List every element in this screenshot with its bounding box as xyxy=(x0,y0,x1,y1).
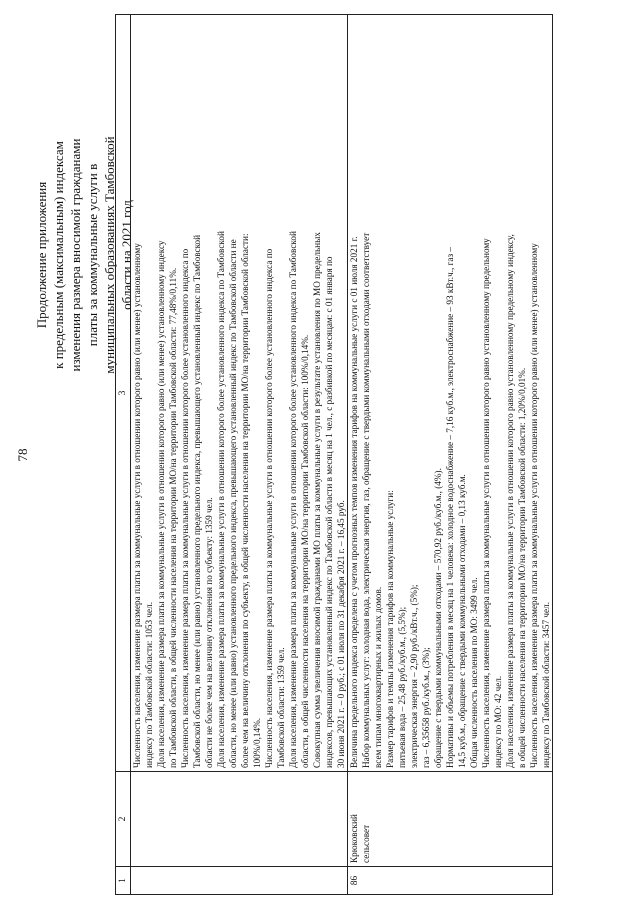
description-line: всем типам многоквартирных и жилых домов. xyxy=(373,586,383,768)
description-line: Общая численность населения по МО: 3499 чел. xyxy=(469,577,479,768)
municipality-name xyxy=(131,772,348,867)
description-line: обращение с твердыми коммунальными отходами – 570,92 руб./куб.м., (4%). xyxy=(433,468,443,768)
heading-line: изменения размера вносимой гражданами xyxy=(68,138,83,372)
description-line: 30 июня 2021 г. – 0 руб.; с 01 июля по 31 декабря 2021 г. – 16,45 руб. xyxy=(336,500,346,768)
description-line: индексов, превышающих установленный индекс по Тамбовской области в месяц на 1 чел., с разбивкой по месяцам: с 01 января по xyxy=(324,256,334,768)
header-col-2: 2 xyxy=(116,772,131,867)
description-line: Численность населения, изменение размера платы за коммунальные услуги в отношении которого более установленного индекса по xyxy=(264,248,274,768)
description-line: Численность населения, изменение размера платы за коммунальные услуги в отношении которого более установленного индекса по xyxy=(180,248,190,768)
description-line: Набор коммунальных услуг: холодная вода, электрическая энергия, газ, обращение с твердыми коммунальными отходами соответствует xyxy=(361,232,371,768)
heading-line: муниципальных образованиях Тамбовской xyxy=(102,136,117,374)
header-col-3: 3 xyxy=(116,15,131,772)
table-header-row xyxy=(116,15,131,895)
description-line: Тамбовской области: 1359 чел. xyxy=(276,647,286,768)
row-number xyxy=(131,867,348,895)
description-line: индексу по Тамбовской области: 3457 чел. xyxy=(541,602,551,768)
document-page xyxy=(15,15,625,895)
heading-line: Продолжение приложения xyxy=(34,181,49,329)
description-line: Совокупная сумма увеличения вносимой гражданами МО платы за коммунальные услуги в результате установления по МО предельных xyxy=(312,232,322,768)
description-line: в общей численности населения на территории МО/на территории Тамбовской области: 1,20%/0,01%. xyxy=(517,367,527,768)
description-line: 100%/0,14%. xyxy=(252,717,262,768)
header-col-1: 1 xyxy=(116,867,131,895)
description-line: Доля населения, изменение размера платы за коммунальные услуги в отношении которого более установленного индекса по Тамбовской xyxy=(216,231,226,768)
table-row xyxy=(348,15,553,895)
description-line: области, в общей численности населения на территории МО/на территории Тамбовской области: 100%/0,14%. xyxy=(300,334,310,768)
description-line: области, но менее (или равно) установленного предельного индекса, превышающего установленный индекс по Тамбовской области не xyxy=(228,239,238,768)
description-line: питьевая вода – 25,48 руб./куб.м., (5,5%); xyxy=(397,606,407,768)
description-line: Численность населения, изменение размера платы за коммунальные услуги в отношении которого равно (или менее) установленному xyxy=(529,243,539,768)
description-line: индексу по МО: 42 чел. xyxy=(493,675,503,768)
description-line: 14,5 куб.м., обращение с твердыми коммунальными отходами – 0,13 куб.м. xyxy=(457,474,467,768)
description-line: газ – 6,35658 руб./куб.м., (3%); xyxy=(421,647,431,768)
row-number: 86 xyxy=(348,867,553,895)
municipality-name: Крюковский сельсовет xyxy=(348,772,553,867)
heading-line: области на 2021 год xyxy=(119,200,134,310)
description-line: электрическая энергия – 2,90 руб./кВт.ч., (5%); xyxy=(409,584,419,768)
description-line: Численность населения, изменение размера платы за коммунальные услуги в отношении которого равно (или менее) установленному xyxy=(132,243,142,768)
page-number: 78 xyxy=(15,448,30,462)
index-description xyxy=(348,15,553,772)
description-line: Доля населения, изменение размера платы за коммунальные услуги в отношении которого более установленного индекса по Тамбовской xyxy=(288,231,298,768)
description-line: Тамбовской области, но менее (или равно) установленного предельного индекса, превышающего установленный индекс по Тамбовской xyxy=(192,234,202,768)
description-line: индексу по Тамбовской области: 1053 чел. xyxy=(144,602,154,768)
description-line: Размер тарифов и темпы изменения тарифов на коммунальные услуги: xyxy=(385,490,395,768)
description-line: Величина предельного индекса определена с учетом прогнозных темпов изменения тарифов на коммунальные услуги с 01 июля 2021 г. xyxy=(349,236,359,768)
description-line: Нормативы и объемы потребления в месяц на 1 человека: холодное водоснабжение – 7,16 куб.м., электроснабжение – 93 кВт.ч., газ – xyxy=(445,247,455,768)
heading-line: платы за коммунальные услуги в xyxy=(85,163,100,347)
description-line: по Тамбовской области, в общей численности населения на территории МО/на территории Тамбовской области: 77,48%/0,11%. xyxy=(168,267,178,768)
description-line: Доля населения, изменение размера платы за коммунальные услуги в отношении которого равно (или менее) установленному индексу xyxy=(156,240,166,768)
description-line: области не более чем на величину отклонения по субъекту: 1359 чел. xyxy=(204,497,214,768)
index-description xyxy=(131,15,348,772)
table-row xyxy=(131,15,348,895)
indices-table xyxy=(115,14,553,895)
description-line: Доля населения, изменение размера платы за коммунальные услуги в отношении которого равно установленному предельному индексу, xyxy=(505,234,515,768)
description-line: более чем на величину отклонения по субъекту, в общей численности населения на территории МО/на территории Тамбовской области: xyxy=(240,233,250,768)
description-line: Численность населения, изменение размера платы за коммунальные услуги в отношении которого равно установленному предельному xyxy=(481,238,491,768)
heading-line: к предельным (максимальным) индексам xyxy=(51,141,66,369)
